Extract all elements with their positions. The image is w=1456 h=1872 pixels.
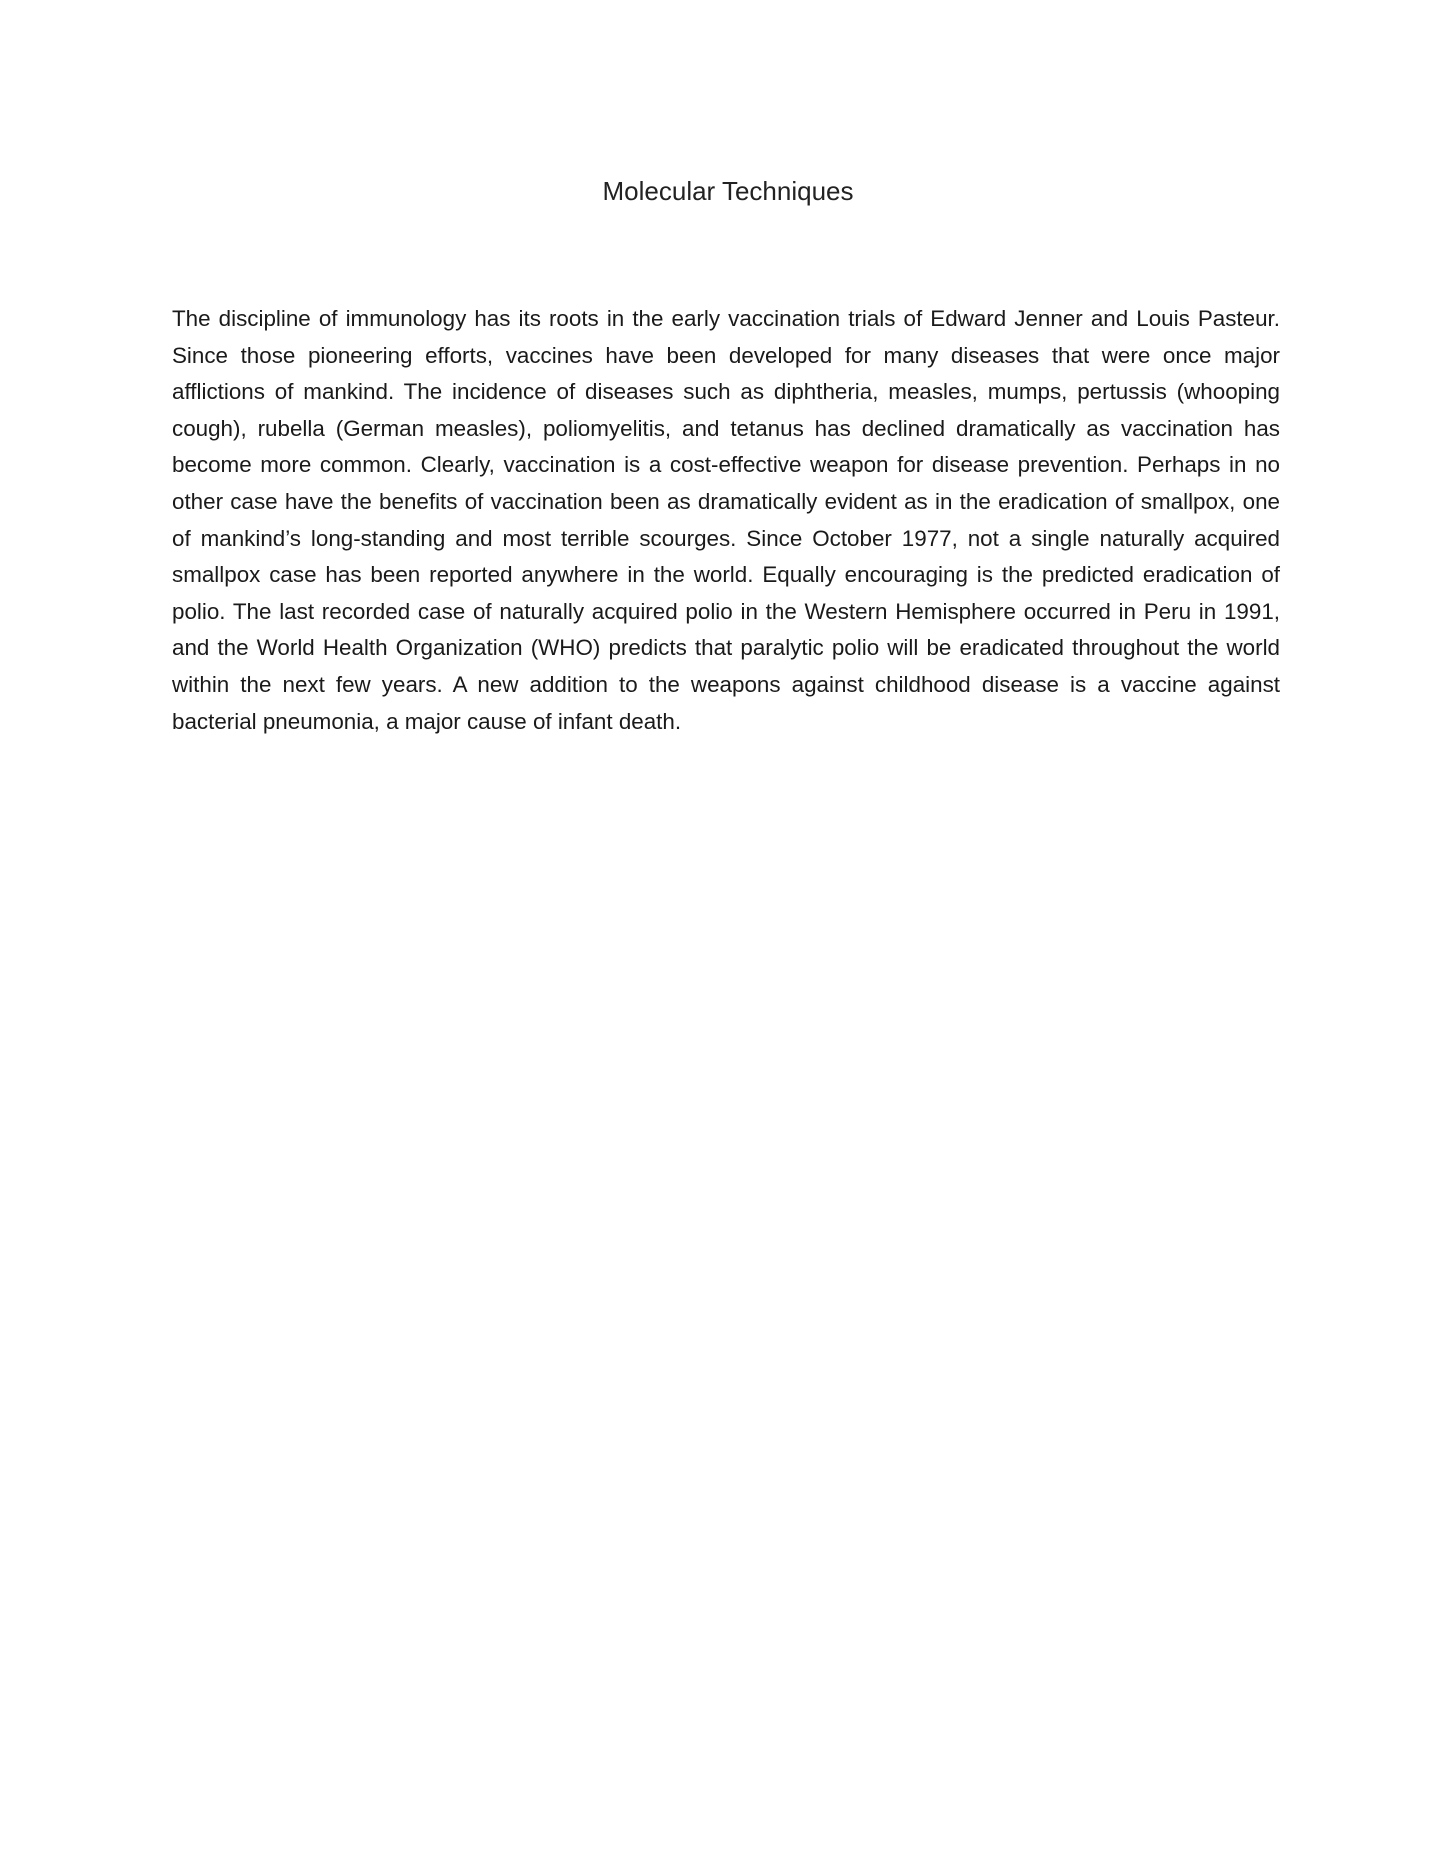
page-title: Molecular Techniques bbox=[602, 176, 854, 206]
body-paragraph: The discipline of immunology has its roots in the early vaccination trials of Edward Jenner and Louis Pasteur. Since those pioneering efforts, vaccines have been developed for many diseases that were once major afflictions of mankind. The incidence of diseases such as diphtheria, measles, mumps, pertussis (whooping cough), rubella (German measles), poliomyelitis, and tetanus has declined dramatically as vaccination has become more common. Clearly, vaccination is a cost-effective weapon for disease prevention. Perhaps in no other case have the benefits of vaccination been as dramatically evident as in the eradication of smallpox, one of mankind’s long-standing and most terrible scourges. Since October 1977, not a single naturally acquired smallpox case has been reported anywhere in the world. Equally encouraging is the predicted eradication of polio. The last recorded case of naturally acquired polio in the Western Hemisphere occurred in Peru in 1991, and the World Health Organization (WHO) predicts that paralytic polio will be eradicated throughout the world within the next few years. A new addition to the weapons against childhood disease is a vaccine against bacterial pneumonia, a major cause of infant death. bbox=[172, 306, 1280, 734]
